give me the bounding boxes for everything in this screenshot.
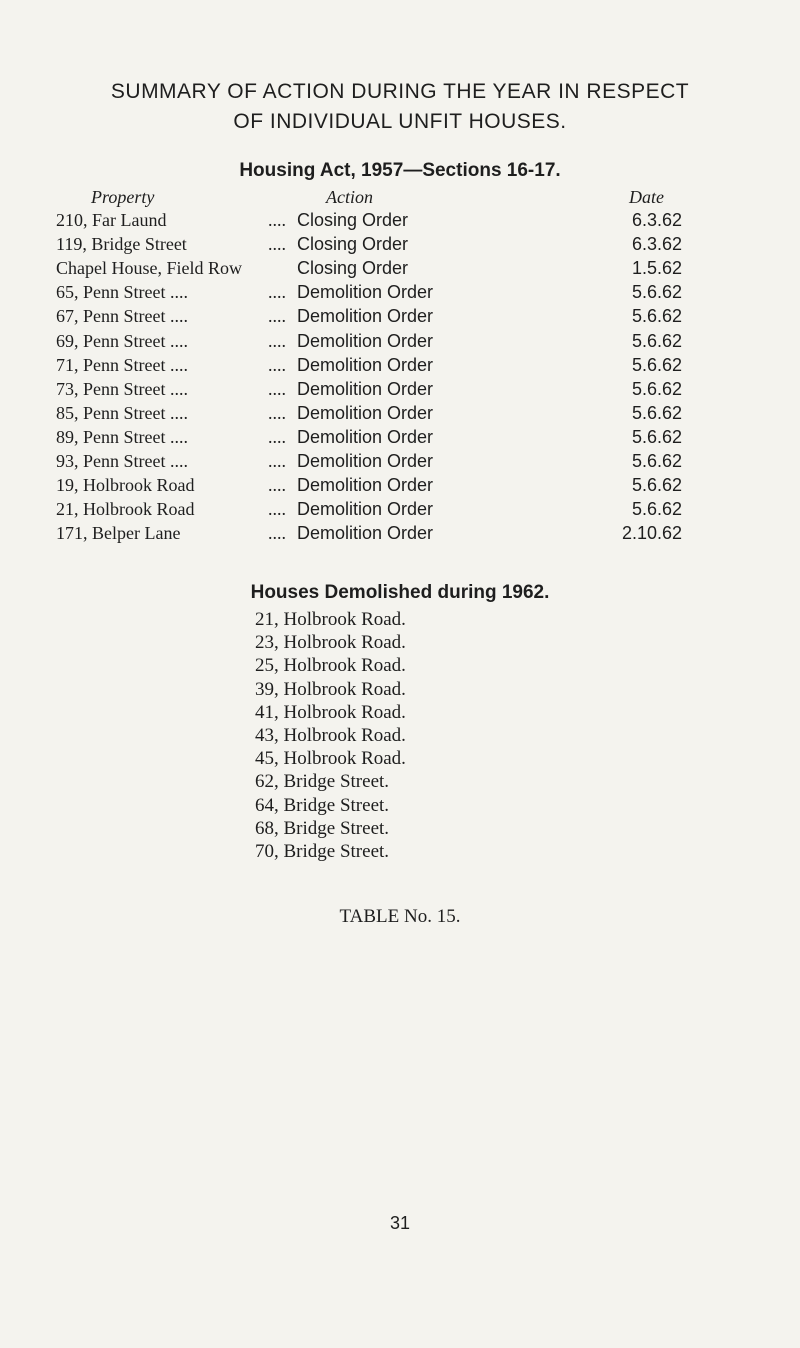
property-cell: 119, Bridge Street <box>56 234 187 255</box>
dot-leader: .... <box>268 426 286 447</box>
property-cell: 69, Penn Street .... <box>56 330 188 351</box>
page-title-line-2: OF INDIVIDUAL UNFIT HOUSES. <box>233 110 567 133</box>
list-item: 39, Holbrook Road. <box>255 678 406 700</box>
property-cell: 210, Far Laund <box>56 210 167 230</box>
table-row <box>0 355 800 379</box>
action-cell: Demolition Order <box>297 523 434 544</box>
date-cell: 5.6.62 <box>631 402 682 423</box>
table-row <box>0 234 800 258</box>
date-cell: 5.6.62 <box>631 306 682 327</box>
table-row <box>0 499 800 523</box>
table-row <box>0 306 800 330</box>
list-item: 41, Holbrook Road. <box>255 701 406 723</box>
dot-leader: .... <box>268 354 286 375</box>
list-item: 45, Holbrook Road. <box>255 748 406 770</box>
page-number: 31 <box>389 1213 411 1233</box>
table-label: TABLE No. 15. <box>339 906 461 927</box>
dot-leader: .... <box>268 234 286 255</box>
date-cell: 5.6.62 <box>631 354 682 375</box>
action-cell: Closing Order <box>297 210 409 230</box>
property-cell: 171, Belper Lane <box>56 523 181 544</box>
action-cell: Demolition Order <box>297 306 434 327</box>
action-cell: Demolition Order <box>297 475 434 496</box>
property-cell: 93, Penn Street .... <box>56 451 188 471</box>
date-cell: 5.6.62 <box>631 330 682 351</box>
dot-leader: .... <box>268 475 286 496</box>
page-title-line-1: SUMMARY OF ACTION DURING THE YEAR IN RESPECT <box>110 80 690 103</box>
property-cell: 71, Penn Street .... <box>56 354 188 375</box>
date-cell: 2.10.62 <box>621 523 682 544</box>
dot-leader: .... <box>268 402 286 423</box>
dot-leader: .... <box>268 210 286 230</box>
date-cell: 6.3.62 <box>631 234 682 255</box>
action-cell: Demolition Order <box>297 451 434 471</box>
table-row <box>0 451 800 475</box>
dot-leader: .... <box>268 330 286 351</box>
date-cell: 5.6.62 <box>631 451 682 471</box>
dot-leader: .... <box>268 282 286 303</box>
table-row <box>0 427 800 451</box>
property-cell: 65, Penn Street .... <box>56 282 188 303</box>
list-item: 70, Bridge Street. <box>255 841 390 862</box>
property-cell: 67, Penn Street .... <box>56 306 188 327</box>
property-cell: 21, Holbrook Road <box>56 499 195 520</box>
action-cell: Demolition Order <box>297 378 434 399</box>
property-cell: 19, Holbrook Road <box>56 475 195 496</box>
list-item: 23, Holbrook Road. <box>255 632 406 654</box>
list-item: 64, Bridge Street. <box>255 794 390 816</box>
date-cell: 5.6.62 <box>631 378 682 399</box>
action-cell: Closing Order <box>297 258 409 279</box>
table-row <box>0 282 800 306</box>
dot-leader: .... <box>268 451 286 471</box>
dot-leader: .... <box>268 378 286 399</box>
column-header-date: Date <box>629 187 664 207</box>
date-cell: 5.6.62 <box>631 499 682 520</box>
action-cell: Demolition Order <box>297 330 434 351</box>
list-item: 68, Bridge Street. <box>255 817 390 839</box>
dot-leader: .... <box>268 499 286 520</box>
demolished-section-title: Houses Demolished during 1962. <box>250 582 550 603</box>
dot-leader: .... <box>268 306 286 327</box>
action-cell: Demolition Order <box>297 402 434 423</box>
date-cell: 5.6.62 <box>631 426 682 447</box>
table-row <box>0 475 800 499</box>
property-cell: 73, Penn Street .... <box>56 378 188 399</box>
list-item: 43, Holbrook Road. <box>255 725 406 746</box>
list-item: 62, Bridge Street. <box>255 771 390 793</box>
table-row <box>0 258 800 282</box>
date-cell: 6.3.62 <box>631 210 682 230</box>
action-cell: Closing Order <box>297 234 409 255</box>
column-header-action: Action <box>326 187 373 207</box>
property-cell: Chapel House, Field Row <box>56 258 242 279</box>
list-item: 21, Holbrook Road. <box>255 609 406 630</box>
action-cell: Demolition Order <box>297 282 434 303</box>
action-cell: Demolition Order <box>297 499 434 520</box>
action-cell: Demolition Order <box>297 426 434 447</box>
list-item: 25, Holbrook Road. <box>255 655 406 677</box>
column-header-property: Property <box>91 187 155 207</box>
dot-leader: .... <box>268 523 286 544</box>
table-row <box>0 379 800 403</box>
action-cell: Demolition Order <box>297 354 434 375</box>
act-section-title: Housing Act, 1957—Sections 16-17. <box>239 160 561 181</box>
table-row <box>0 523 800 547</box>
table-row <box>0 331 800 355</box>
table-row <box>0 210 800 234</box>
date-cell: 1.5.62 <box>631 258 682 279</box>
date-cell: 5.6.62 <box>631 475 682 496</box>
property-cell: 85, Penn Street .... <box>56 402 188 423</box>
table-row <box>0 403 800 427</box>
property-cell: 89, Penn Street .... <box>56 426 188 447</box>
date-cell: 5.6.62 <box>631 282 682 303</box>
